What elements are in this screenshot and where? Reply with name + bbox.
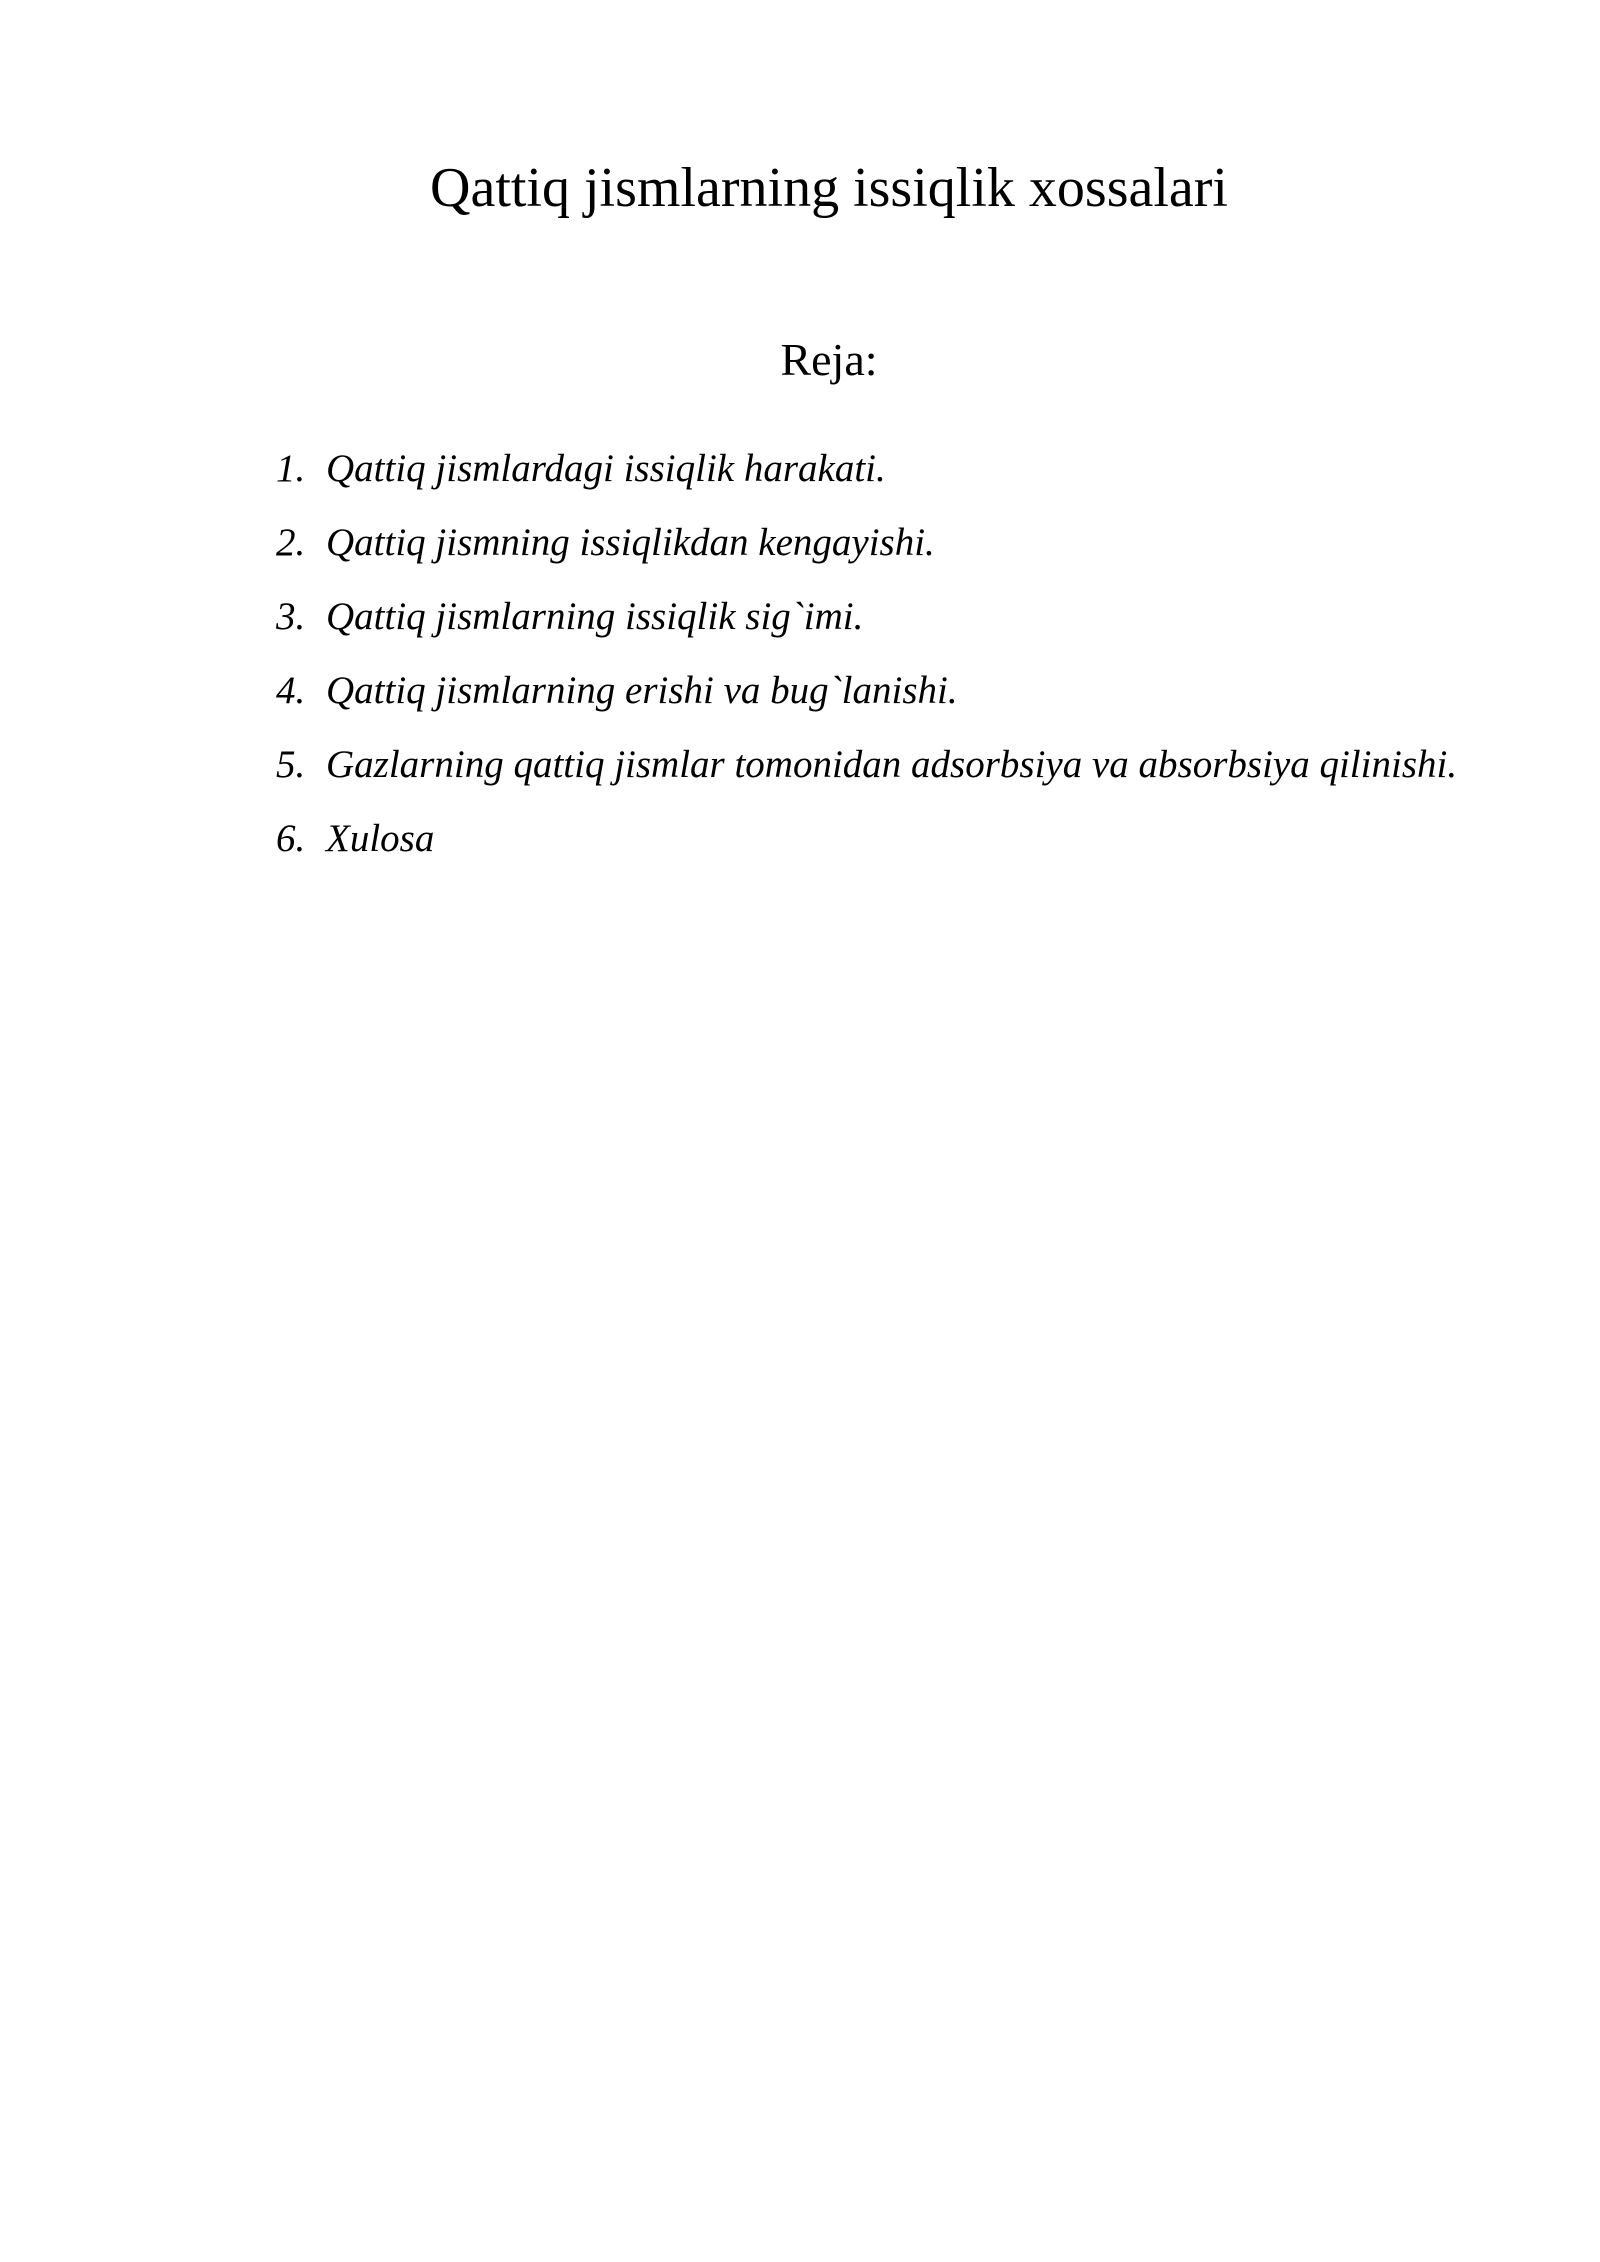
plan-item-2	[276, 514, 1488, 572]
plan-item-4	[276, 662, 1488, 720]
plan-item-number: 1.	[276, 447, 306, 490]
plan-item-number: 5.	[276, 743, 306, 786]
plan-list	[276, 440, 1488, 884]
plan-item-text: Qattiq jismlardagi issiqlik harakati.	[326, 447, 886, 490]
plan-item-text: Xulosa	[326, 817, 435, 860]
plan-item-text: Qattiq jismning issiqlikdan kengayishi.	[326, 521, 935, 564]
plan-item-number: 4.	[276, 669, 306, 712]
plan-item-number: 2.	[276, 521, 306, 564]
plan-item-number: 6.	[276, 817, 306, 860]
document-title: Qattiq jismlarning issiqlik xossalari	[430, 157, 1228, 219]
plan-item-text: Gazlarning qattiq jismlar tomonidan adsorbsiya va absorbsiya qilinishi.	[326, 743, 1458, 786]
plan-heading: Reja:	[780, 334, 878, 385]
plan-item-6	[276, 810, 1488, 868]
plan-item-1	[276, 440, 1488, 498]
plan-item-5	[276, 736, 1488, 794]
plan-item-number: 3.	[276, 595, 306, 638]
plan-item-text: Qattiq jismlarning issiqlik sig`imi.	[326, 595, 864, 638]
plan-item-text: Qattiq jismlarning erishi va bug`lanishi.	[326, 669, 958, 712]
plan-item-3	[276, 588, 1488, 646]
